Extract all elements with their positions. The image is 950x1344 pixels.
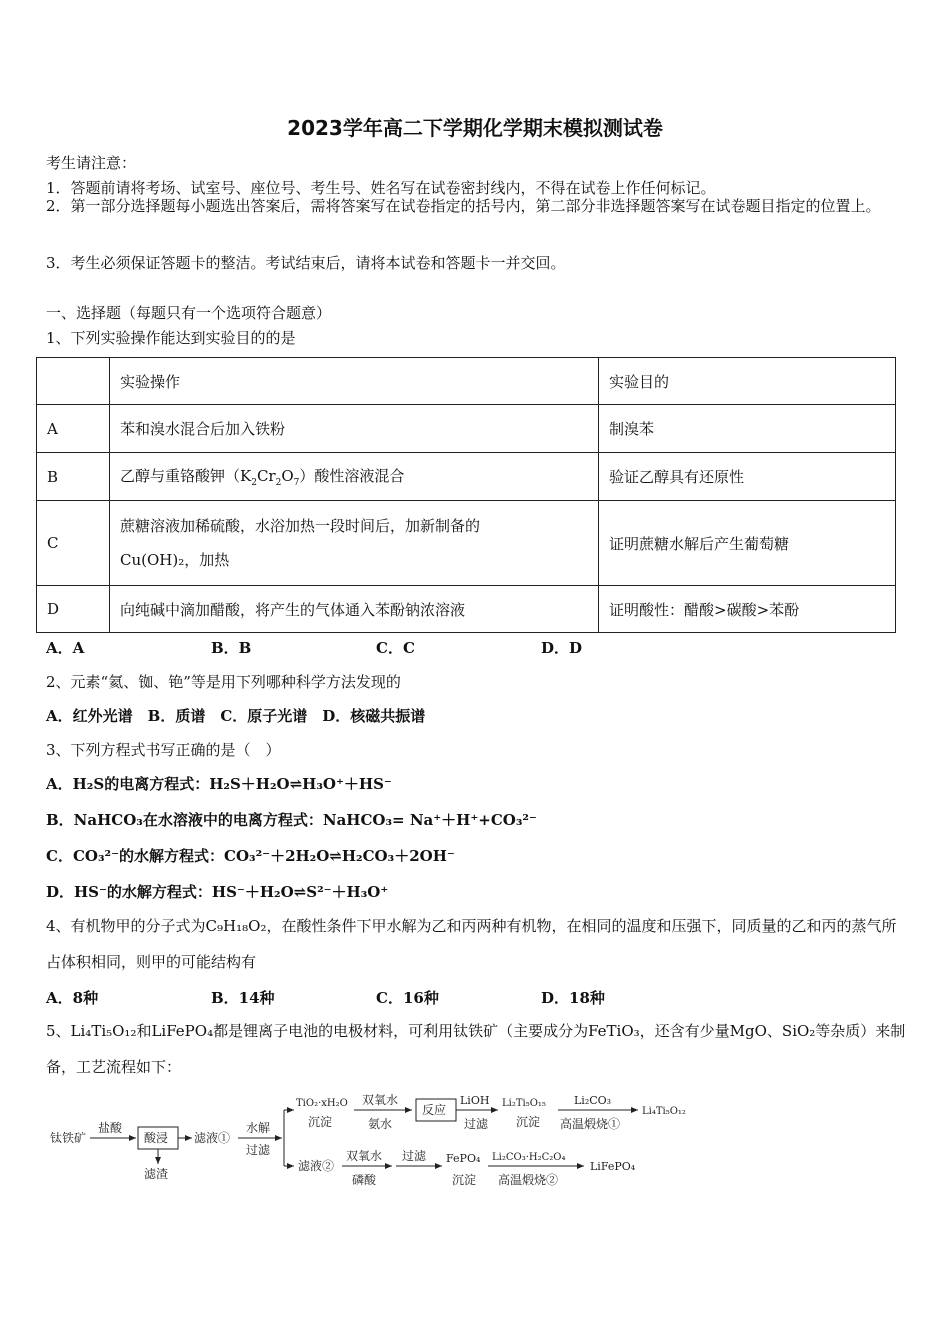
option-a[interactable]: A．8种 [46, 989, 99, 1007]
q3-option-b[interactable]: B．NaHCO₃在水溶液中的电离方程式：NaHCO₃= Na⁺＋H⁺+CO₃²⁻ [46, 811, 537, 829]
flow-leach: 酸浸 [144, 1131, 169, 1145]
row-label: B [37, 453, 110, 501]
option-a[interactable]: A．A [46, 639, 85, 657]
flow-bottom-filtrate2: 滤液② [298, 1159, 335, 1173]
flow-bottom-product: LiFePO₄ [590, 1160, 636, 1173]
option-c[interactable]: C．16种 [376, 989, 439, 1007]
q1-stem: 1、下列实验操作能达到实验目的的是 [46, 329, 296, 347]
flow-top-inter-label: 沉淀 [516, 1115, 541, 1129]
op-line-1: 蔗糖溶液加稀硫酸，水浴加热一段时间后，加新制备的 [120, 517, 481, 535]
flow-filter: 过滤 [246, 1143, 271, 1157]
flow-top-lioh: LiOH [460, 1094, 490, 1107]
q4-options [46, 987, 605, 1008]
flow-bottom-ppt-label: 沉淀 [452, 1173, 477, 1187]
option-d[interactable]: D．D [541, 639, 583, 657]
flow-hydrolysis: 水解 [246, 1121, 271, 1135]
flow-acid: 盐酸 [98, 1121, 123, 1135]
flow-top-product: Li₄Ti₅O₁₂ [642, 1106, 686, 1117]
q1-options [46, 637, 582, 658]
flow-start: 钛铁矿 [50, 1131, 87, 1145]
section-heading: 一、选择题（每题只有一个选项符合题意） [46, 304, 332, 322]
q4-stem: 4、有机物甲的分子式为C₉H₁₈O₂，在酸性条件下甲水解为乙和丙两种有机物，在相同的温度和压强下，同质量的乙和丙的蒸气所占体积相同，则甲的可能结构有 [46, 917, 897, 971]
flow-bottom-calcine: 高温煅烧② [498, 1173, 559, 1187]
row-label: C [37, 501, 110, 586]
notice-item-1: 1．答题前请将考场、试室号、座位号、考生号、姓名写在试卷密封线内，不得在试卷上作任何标记。 [46, 179, 716, 197]
row-goal: 制溴苯 [599, 405, 896, 453]
flow-top-reagent1: 双氧水 [362, 1093, 399, 1107]
row-operation: 向纯碱中滴加醋酸，将产生的气体通入苯酚钠浓溶液 [110, 586, 599, 633]
table-header-cell: 实验操作 [110, 358, 599, 405]
notice-heading: 考生请注意： [46, 154, 137, 172]
flow-top-calcine: 高温煅烧① [560, 1117, 621, 1131]
flow-top-filter: 过滤 [464, 1117, 489, 1131]
row-goal: 验证乙醇具有还原性 [599, 453, 896, 501]
table-row [37, 453, 896, 501]
flow-top-ppt-label: 沉淀 [308, 1115, 333, 1129]
flow-residue: 滤渣 [144, 1167, 169, 1181]
table-header-cell: 实验目的 [599, 358, 896, 405]
option-b[interactable]: B．B [211, 639, 252, 657]
op-text-post: ）酸性溶液混合 [299, 467, 405, 485]
op-line-2: Cu(OH)₂，加热 [120, 551, 230, 569]
table-row [37, 586, 896, 633]
flow-bottom-filter: 过滤 [402, 1149, 427, 1163]
row-operation [110, 501, 599, 586]
table-row [37, 501, 896, 586]
q3-option-c[interactable]: C．CO₃²⁻的水解方程式：CO₃²⁻＋2H₂O⇌H₂CO₃＋2OH⁻ [46, 847, 455, 865]
flow-bottom-reagent2: 磷酸 [352, 1173, 377, 1187]
page-title: 2023学年高二下学期化学期末模拟测试卷 [287, 116, 663, 140]
q2-stem: 2、元素“氦、铷、铯”等是用下列哪种科学方法发现的 [46, 673, 401, 691]
op-text-pre: 乙醇与重铬酸钾（K [120, 467, 252, 485]
flow-bottom-ppt: FePO₄ [446, 1152, 481, 1165]
option-b[interactable]: B．14种 [211, 989, 275, 1007]
notice-item-2: 2．第一部分选择题每小题选出答案后，需将答案写在试卷指定的括号内，第二部分非选择题答案写在试卷题目指定的位置上。 [46, 197, 881, 215]
q3-option-a[interactable]: A．H₂S的电离方程式：H₂S＋H₂O⇌H₃O⁺＋HS⁻ [46, 775, 392, 793]
table-header-cell [37, 358, 110, 405]
row-operation: 苯和溴水混合后加入铁粉 [110, 405, 599, 453]
row-goal: 证明酸性：醋酸>碳酸>苯酚 [599, 586, 896, 633]
q3-option-d[interactable]: D．HS⁻的水解方程式：HS⁻＋H₂O⇌S²⁻＋H₃O⁺ [46, 883, 389, 901]
flow-top-intermediate: Li₂Ti₅O₁₅ [502, 1098, 546, 1109]
flow-top-reagent2: 氨水 [368, 1117, 393, 1131]
flow-bottom-reagent1: 双氧水 [346, 1149, 383, 1163]
process-flow-diagram [46, 1090, 746, 1190]
row-operation: 乙醇与重铬酸钾$(K_2Cr_2O_7)$酸性溶液混合 [110, 453, 599, 501]
q3-stem: 3、下列方程式书写正确的是（ ） [46, 741, 281, 759]
flow-filtrate1: 滤液① [194, 1131, 231, 1145]
row-label: A [37, 405, 110, 453]
option-c[interactable]: C．C [376, 639, 415, 657]
q5-stem: 5、Li₄Ti₅O₁₂和LiFePO₄都是锂离子电池的电极材料，可利用钛铁矿（主要成分为FeTiO₃，还含有少量MgO、SiO₂等杂质）来制备，工艺流程如下： [46, 1022, 906, 1076]
flow-bottom-reagents: Li₂CO₃·H₂C₂O₄ [492, 1152, 566, 1163]
q1-table [36, 357, 896, 633]
table-row [37, 405, 896, 453]
flow-top-ppt: TiO₂·xH₂O [296, 1098, 348, 1109]
notice-item-3: 3．考生必须保证答题卡的整洁。考试结束后，请将本试卷和答题卡一并交回。 [46, 254, 566, 272]
flow-top-li2co3: Li₂CO₃ [574, 1094, 612, 1107]
flow-top-react: 反应 [422, 1103, 447, 1117]
q2-options[interactable]: A．红外光谱 B．质谱 C．原子光谱 D．核磁共振谱 [46, 707, 426, 725]
option-d[interactable]: D．18种 [541, 989, 605, 1007]
row-label: D [37, 586, 110, 633]
table-header-row [37, 358, 896, 405]
row-goal: 证明蔗糖水解后产生葡萄糖 [599, 501, 896, 586]
